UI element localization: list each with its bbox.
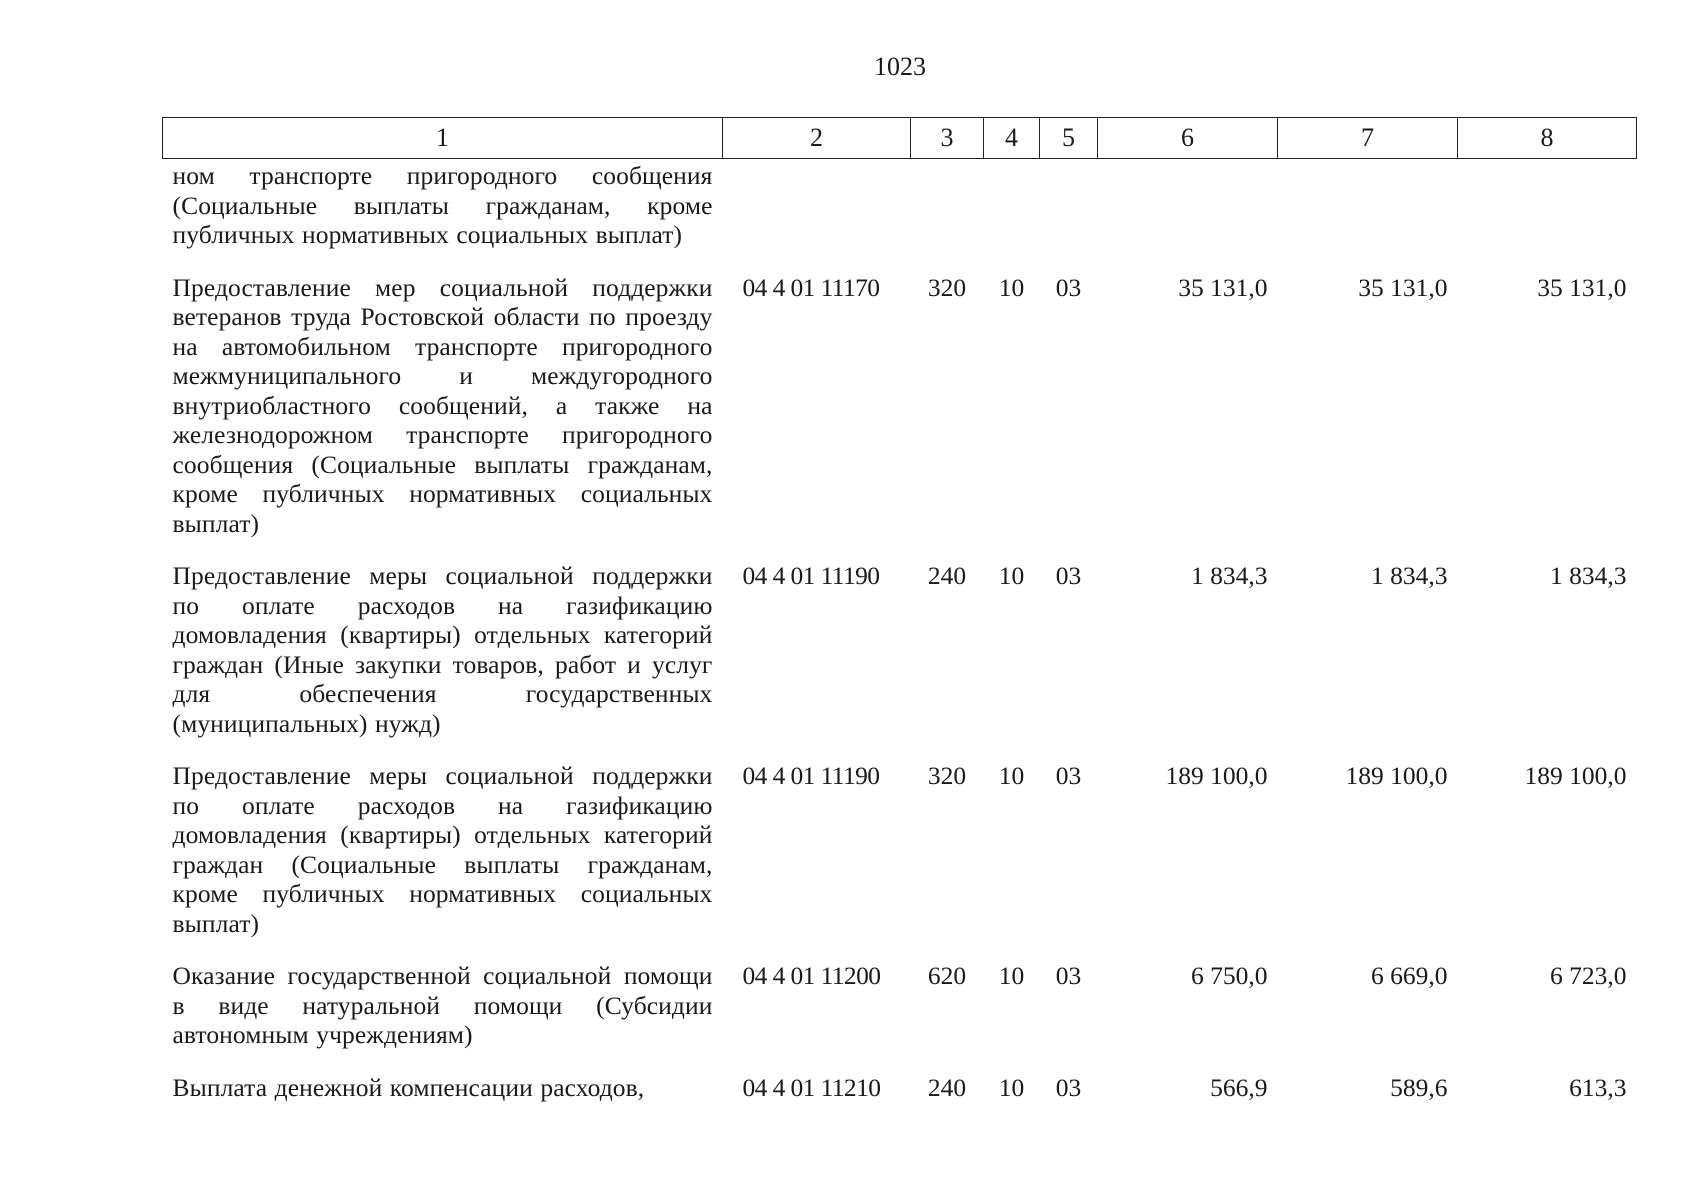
row-subsection: 03: [1055, 761, 1082, 790]
row-subsection: 03: [1055, 561, 1082, 590]
table-row: [163, 949, 1637, 1061]
row-amount-year-1: [1098, 159, 1278, 261]
table-row: [163, 261, 1637, 550]
column-header-4: 4: [984, 118, 1040, 159]
row-amount-year-2: 6 669,0: [1371, 961, 1448, 990]
page-number: 1023: [874, 52, 926, 81]
row-amount-year-1: 566,9: [1210, 1072, 1268, 1102]
row-target-article-code: 04 4 01 11170: [742, 272, 880, 302]
row-expense-type: 240: [927, 561, 967, 590]
row-target-article-code: 04 4 01 11200: [742, 961, 881, 990]
row-description: Оказание государственной социальной помощи в виде натуральной помощи (Субсидии автономным учреждениям): [172, 961, 713, 1049]
column-header-5: 5: [1040, 118, 1098, 159]
row-amount-year-1: 189 100,0: [1165, 761, 1268, 790]
row-amount-year-2: 35 131,0: [1358, 272, 1448, 302]
row-subsection: [1040, 159, 1098, 261]
row-amount-year-3: 6 723,0: [1550, 961, 1627, 990]
row-section: 10: [998, 1072, 1025, 1102]
budget-table: [162, 117, 1637, 1113]
row-description: Предоставление мер социальной поддержки ветеранов труда Ростовской области по проезду на автомобильном транспорте пригородного межмуниципального и междугородного внутриобластного сообщений, а также на железнодорожном транспорте пригородного сообщения (Социальные выплаты гражданам, кроме публичных нормативных социальных выплат): [172, 272, 713, 538]
row-expense-type: 320: [927, 272, 967, 302]
row-section: 10: [998, 761, 1025, 790]
column-header-3: 3: [911, 118, 984, 159]
row-target-article-code: [723, 159, 911, 261]
row-amount-year-2: 1 834,3: [1371, 561, 1448, 590]
row-amount-year-2: 189 100,0: [1345, 761, 1448, 790]
column-header-7: 7: [1278, 118, 1458, 159]
column-header-6: 6: [1098, 118, 1278, 159]
table-header-row: [163, 118, 1637, 159]
row-amount-year-2: 589,6: [1390, 1072, 1448, 1102]
row-subsection: 03: [1055, 272, 1082, 302]
column-header-2: 2: [723, 118, 911, 159]
row-section: 10: [998, 272, 1025, 302]
row-expense-type: 620: [927, 961, 967, 990]
row-target-article-code: 04 4 01 11190: [742, 561, 880, 590]
row-description: ном транспорте пригородного сообщения (Социальные выплаты гражданам, кроме публичных нормативных социальных выплат): [172, 161, 713, 249]
row-amount-year-2: [1278, 159, 1458, 261]
row-section: 10: [998, 561, 1025, 590]
row-description: Предоставление меры социальной поддержки по оплате расходов на газификацию домовладения (квартиры) отдельных категорий граждан (Социальные выплаты гражданам, кроме публичных нормативных социальных выплат): [172, 761, 713, 938]
row-section: 10: [998, 961, 1025, 990]
row-amount-year-3: 189 100,0: [1524, 761, 1627, 790]
row-amount-year-3: 613,3: [1569, 1072, 1627, 1102]
row-section: [984, 159, 1040, 261]
row-amount-year-1: 1 834,3: [1191, 561, 1268, 590]
row-subsection: 03: [1055, 1072, 1082, 1102]
row-amount-year-3: [1458, 159, 1637, 261]
column-header-8: 8: [1458, 118, 1637, 159]
row-expense-type: [911, 159, 984, 261]
row-amount-year-3: 1 834,3: [1550, 561, 1627, 590]
row-amount-year-1: 6 750,0: [1191, 961, 1268, 990]
row-amount-year-3: 35 131,0: [1537, 272, 1627, 302]
row-target-article-code: 04 4 01 11190: [742, 761, 880, 790]
row-description: Предоставление меры социальной поддержки по оплате расходов на газификацию домовладения (квартиры) отдельных категорий граждан (Иные закупки товаров, работ и услуг для обеспечения государственных (муниципальных) нужд): [172, 561, 713, 738]
row-description: Выплата денежной компенсации расходов,: [172, 1072, 645, 1102]
row-expense-type: 240: [927, 1072, 967, 1102]
column-header-1: 1: [163, 118, 723, 159]
table-row: [163, 549, 1637, 749]
row-amount-year-1: 35 131,0: [1178, 272, 1268, 302]
table-row: [163, 1061, 1637, 1114]
table-row: [163, 749, 1637, 949]
table-row: [163, 159, 1637, 261]
row-subsection: 03: [1055, 961, 1082, 990]
row-expense-type: 320: [927, 761, 967, 790]
row-target-article-code: 04 4 01 11210: [742, 1072, 881, 1102]
